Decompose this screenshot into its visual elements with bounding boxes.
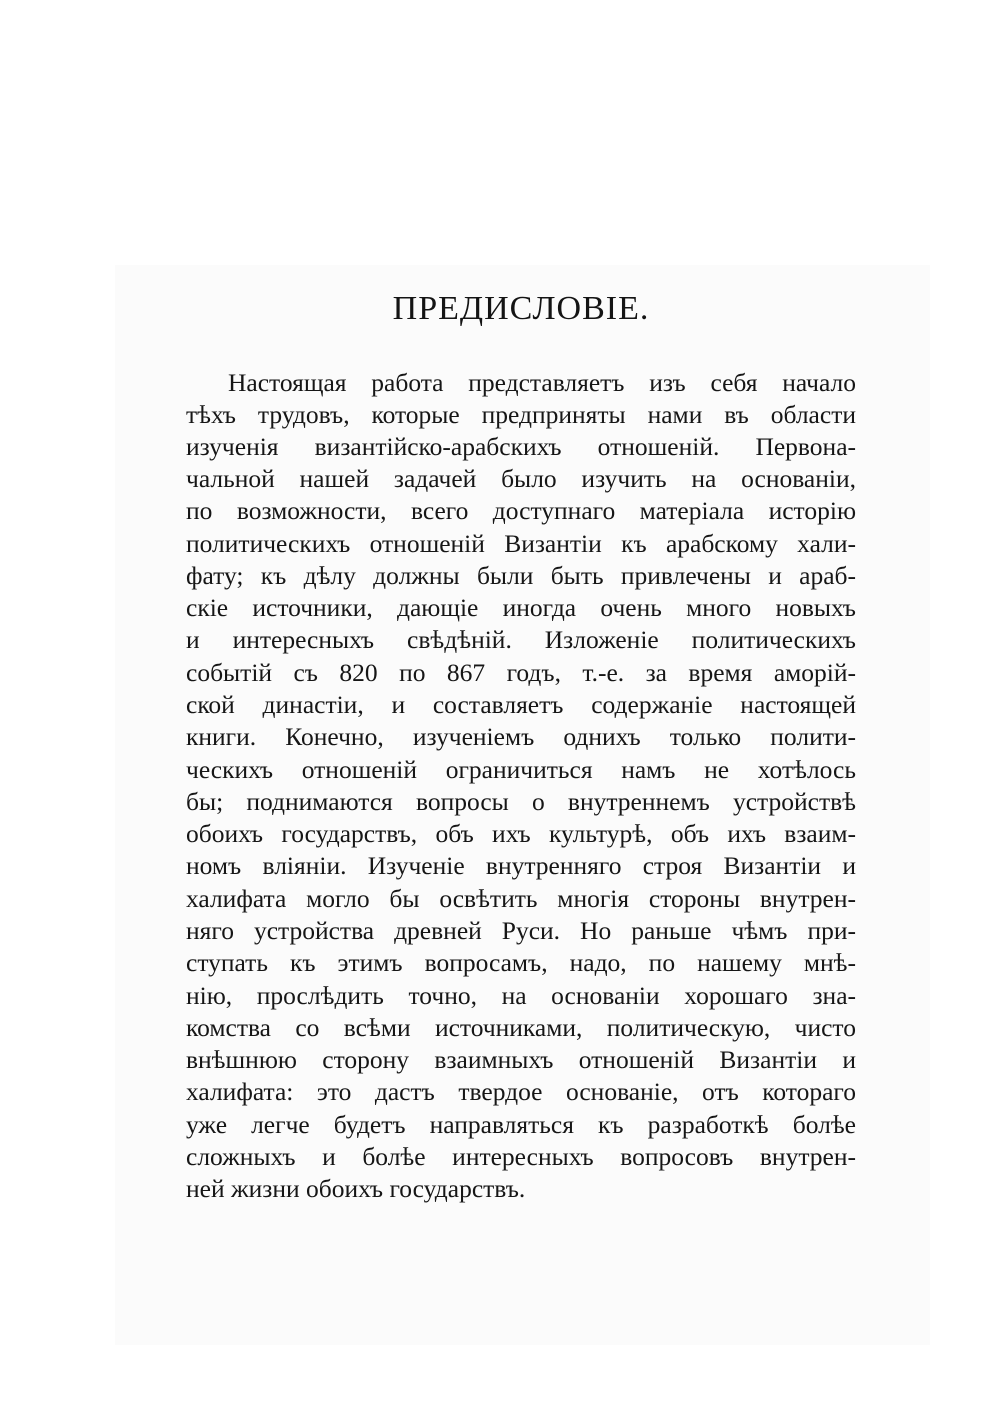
text-line: событій съ 820 по 867 годъ, т.-е. за время аморій- — [186, 658, 856, 687]
text-line: ческихъ отношеній ограничиться намъ не хотѣлось — [186, 755, 856, 784]
text-line: по возможности, всего доступнаго матеріала исторію — [186, 496, 856, 525]
text-line: Настоящая работа представляетъ изъ себя начало — [228, 368, 856, 397]
text-line: ней жизни обоихъ государствъ. — [186, 1174, 526, 1203]
text-line: няго устройства древней Руси. Но раньше чѣмъ при- — [186, 916, 856, 945]
text-line: чальной нашей задачей было изучить на основаніи, — [186, 464, 856, 493]
text-line: тѣхъ трудовъ, которые предприняты нами въ области — [186, 400, 856, 429]
text-line: книги. Конечно, изученіемъ однихъ только полити- — [186, 722, 856, 751]
text-line: ступать къ этимъ вопросамъ, надо, по нашему мнѣ- — [186, 948, 856, 977]
text-line: номъ вліяніи. Изученіе внутренняго строя Византіи и — [186, 851, 856, 880]
text-line: политическихъ отношеній Византіи къ арабскому хали- — [186, 529, 856, 558]
text-line: нію, прослѣдить точно, на основаніи хорошаго зна- — [186, 981, 856, 1010]
text-line: сложныхъ и болѣе интересныхъ вопросовъ внутрен- — [186, 1142, 856, 1171]
text-line: скіе источники, дающіе иногда очень много новыхъ — [186, 593, 856, 622]
text-line: изученія византійско-арабскихъ отношеній. Первона- — [186, 432, 856, 461]
text-line: бы; поднимаются вопросы о внутреннемъ устройствѣ — [186, 787, 856, 816]
text-line: и интересныхъ свѣдѣній. Изложеніе политическихъ — [186, 625, 856, 654]
text-line: уже легче будетъ направляться къ разработкѣ болѣе — [186, 1110, 856, 1139]
text-line: халифата могло бы освѣтить многія стороны внутрен- — [186, 884, 856, 913]
text-line: обоихъ государствъ, объ ихъ культурѣ, объ ихъ взаим- — [186, 819, 856, 848]
text-line: фату; къ дѣлу должны были быть привлечены и араб- — [186, 561, 856, 590]
page-title: ПРЕДИСЛОВІЕ. — [392, 290, 650, 327]
text-line: комства со всѣми источниками, политическую, чисто — [186, 1013, 856, 1042]
text-line: ской династіи, и составляетъ содержаніе настоящей — [186, 690, 856, 719]
text-line: халифата: это дастъ твердое основаніе, отъ котораго — [186, 1077, 856, 1106]
text-line: внѣшнюю сторону взаимныхъ отношеній Византіи и — [186, 1045, 856, 1074]
